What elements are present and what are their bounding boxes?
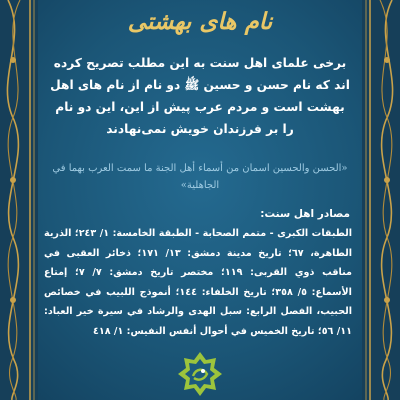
right-ornament-border-icon <box>362 0 400 400</box>
left-ornament-border-icon <box>0 0 38 400</box>
emblem-logo-icon <box>176 350 224 398</box>
sources-heading: مصادر اهل سنت: <box>260 208 350 220</box>
main-paragraph: برخی علمای اهل سنت به این مطلب تصریح کرده اند که نام حسن و حسین ﷺ دو نام از نام های اهل بهشت است و مردم عرب پیش از این، این دو نام را بر فرزندان خویش نمی‌نهادند <box>50 56 350 136</box>
sources-list: الطبقات الكبرى - متمم الصحابة - الطبقة الخامسة: ١/ ٢٤٣؛ الذرية الطاهرة، ٦٧؛ تاريخ مدينة دمشق: ١٣/ ١٧١؛ ذخائر العقبى في مناقب ذوي القربى: ١١٩؛ مختصر تاريخ دمشق: ٧/ ٧؛ إمتاع الأسماع: ٥/ ٣٥٨؛ تاريخ الخلفاء: ١٤٤؛ أنموذج اللبيب في خصائص الحبيب، الفصل الرابع: سبل الهدى والرشاد في سيرة خير العباد: ١١/ ٥٦؛ تاريخ الخميس في أحوال أنفس النفيس: ١/ ٤١٨ <box>44 228 352 337</box>
page-title: نام های بهشتی <box>127 8 273 35</box>
arabic-quote: «الحسن والحسين اسمان من أسماء أهل الجنة ما سمت العرب بهما في الجاهلية» <box>52 163 348 191</box>
